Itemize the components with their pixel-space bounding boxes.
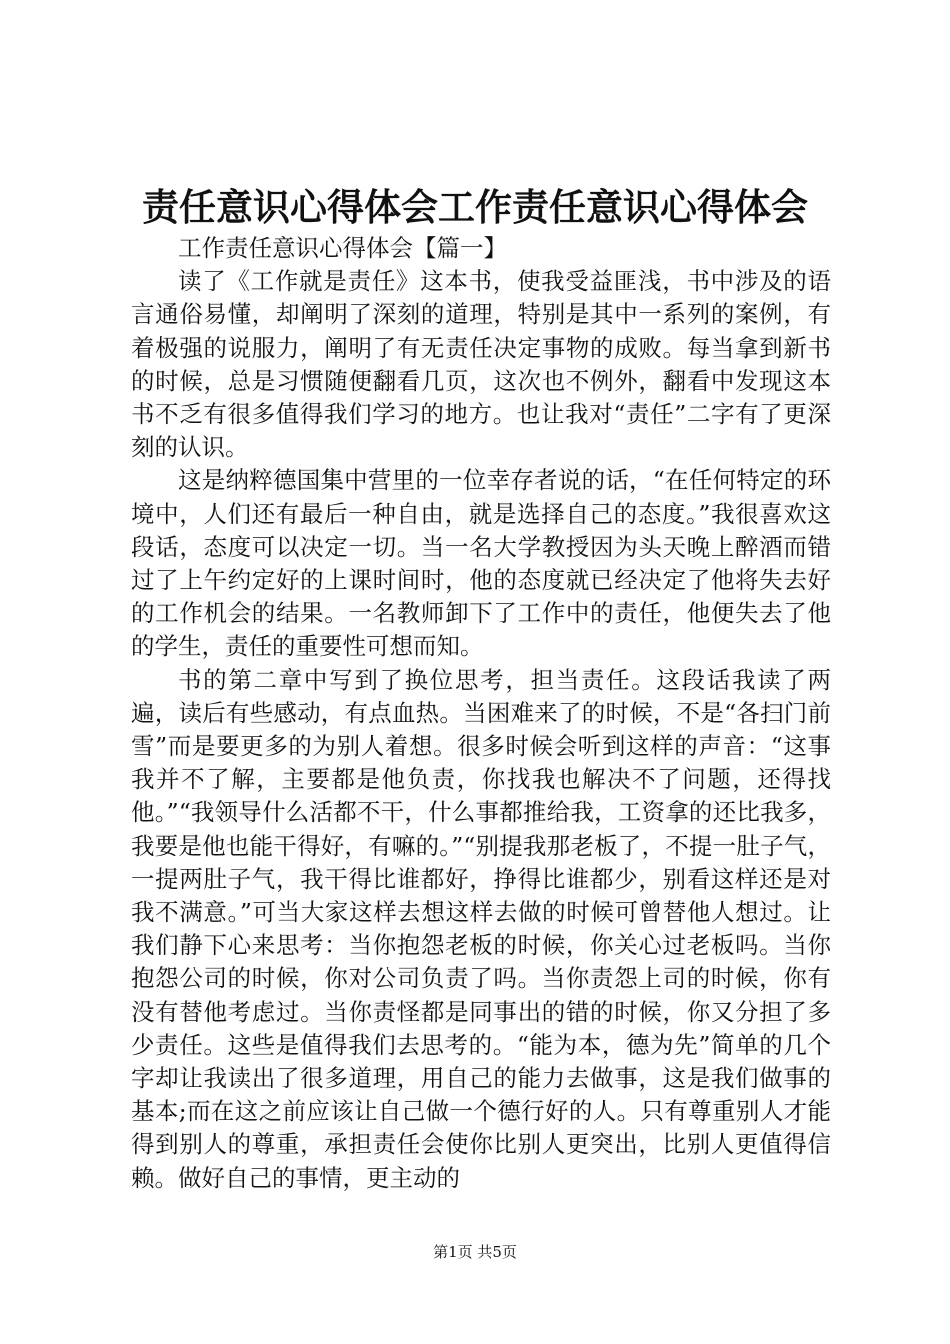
document-body (131, 232, 831, 1195)
body-paragraph: 读了《工作就是责任》这本书，使我受益匪浅，书中涉及的语言通俗易懂，却阐明了深刻的道理，特别是其中一系列的案例，有着极强的说服力，阐明了有无责任决定事物的成败。每当拿到新书的时候，总是习惯随便翻看几页，这次也不例外，翻看中发现这本书不乏有很多值得我们学习的地方。也让我对“责任”二字有了更深刻的认识。 (131, 267, 831, 462)
page-number-footer: 第1页 共5页 (433, 1243, 517, 1261)
body-paragraph: 这是纳粹德国集中营里的一位幸存者说的话，“在任何特定的环境中，人们还有最后一种自由，就是选择自己的态度。”我很喜欢这段话，态度可以决定一切。当一名大学教授因为头天晚上醉酒而错过了上午约定好的上课时间时，他的态度就已经决定了他将失去好的工作机会的结果。一名教师卸下了工作中的责任，他便失去了他的学生，责任的重要性可想而知。 (131, 466, 831, 661)
section-heading: 工作责任意识心得体会【篇一】 (178, 234, 507, 262)
document-title: 责任意识心得体会工作责任意识心得体会 (142, 186, 808, 229)
body-paragraph: 书的第二章中写到了换位思考，担当责任。这段话我读了两遍，读后有些感动，有点血热。当困难来了的时候，不是“各扫门前雪”而是要更多的为别人着想。很多时候会听到这样的声音：“这事我并不了解，主要都是他负责，你找我也解决不了问题，还得找他。”“我领导什么活都不干，什么事都推给我，工资拿的还比我多，我要是他也能干得好，有嘛的。”“别提我那老板了，不提一肚子气，一提两肚子气，我干得比谁都好，挣得比谁都少，别看这样还是对我不满意。”可当大家这样去想这样去做的时候可曾替他人想过。让我们静下心来思考：当你抱怨老板的时候，你关心过老板吗。当你抱怨公司的时候，你对公司负责了吗。当你责怨上司的时候，你有没有替他考虑过。当你责怪都是同事出的错的时候，你又分担了多少责任。这些是值得我们去思考的。“能为本，德为先”简单的几个字却让我读出了很多道理，用自己的能力去做事，这是我们做事的基本;而在这之前应该让自己做一个德行好的人。只有尊重别人才能得到别人的尊重，承担责任会使你比别人更突出，比别人更值得信赖。做好自己的事情，更主动的 (131, 665, 831, 1192)
